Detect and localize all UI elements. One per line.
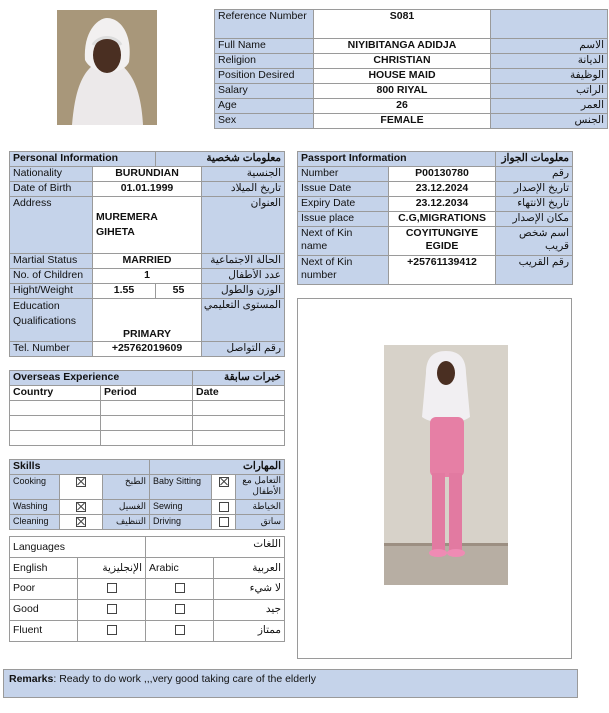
checked-box-icon xyxy=(76,502,86,512)
marital-ar: الحالة الاجتماعية xyxy=(202,254,285,269)
unchecked-box-icon xyxy=(219,502,229,512)
level-poor-ar: لا شيء xyxy=(214,579,285,600)
issue-date-ar: تاريخ الإصدار xyxy=(496,182,573,197)
expiry-value: 23.12.2034 xyxy=(389,197,496,212)
sex-value: FEMALE xyxy=(314,114,491,129)
table-cell xyxy=(193,431,285,446)
col-country: Country xyxy=(10,386,101,401)
kin-label2: name xyxy=(301,240,328,252)
arabic-poor-check[interactable] xyxy=(146,579,214,600)
col-period: Period xyxy=(101,386,193,401)
arabic-good-check[interactable] xyxy=(146,600,214,621)
unchecked-box-icon xyxy=(107,625,117,635)
full-body-photo xyxy=(384,345,508,585)
position-label: Position Desired xyxy=(215,69,314,84)
english-good-check[interactable] xyxy=(78,600,146,621)
sex-ar: الجنس xyxy=(491,114,608,129)
checked-box-icon xyxy=(76,477,86,487)
kin-value xyxy=(389,227,496,256)
skill-driving-check[interactable] xyxy=(212,515,236,530)
overseas-table xyxy=(9,370,285,446)
kin-number-label xyxy=(298,256,389,285)
marital-label: Martial Status xyxy=(10,254,93,269)
age-ar: العمر xyxy=(491,99,608,114)
fullname-ar: الاسم xyxy=(491,39,608,54)
header-table xyxy=(214,9,608,129)
passport-number-value: P00130780 xyxy=(389,167,496,182)
marital-value: MARRIED xyxy=(93,254,202,269)
fullname-label: Full Name xyxy=(215,39,314,54)
level-poor-label: Poor xyxy=(10,579,78,600)
position-value: HOUSE MAID xyxy=(314,69,491,84)
hw-ar: الوزن والطول xyxy=(202,284,285,299)
education-value: PRIMARY xyxy=(93,299,202,342)
remarks-text: : Ready to do work ,,,very good taking care of the elderly xyxy=(53,673,317,685)
position-ar: الوظيفة xyxy=(491,69,608,84)
religion-ar: الديانة xyxy=(491,54,608,69)
personal-title-ar: معلومات شخصية xyxy=(156,152,285,167)
skill-washing-check[interactable] xyxy=(60,500,103,515)
skill-cooking-check[interactable] xyxy=(60,475,103,500)
col-date: Date xyxy=(193,386,285,401)
children-value: 1 xyxy=(93,269,202,284)
height-value: 1.55 xyxy=(93,284,156,299)
religion-label: Religion xyxy=(215,54,314,69)
skills-table xyxy=(9,459,285,530)
passport-title: Passport Information xyxy=(298,152,496,167)
unchecked-box-icon xyxy=(107,604,117,614)
english-ar: الإنجليزية xyxy=(78,558,146,579)
issue-date-value: 23.12.2024 xyxy=(389,182,496,197)
languages-title-ar: اللغات xyxy=(146,537,285,558)
issue-place-ar: مكان الإصدار xyxy=(496,212,573,227)
age-value: 26 xyxy=(314,99,491,114)
salary-ar: الراتب xyxy=(491,84,608,99)
level-good-ar: جيد xyxy=(214,600,285,621)
tel-ar: رقم التواصل xyxy=(202,342,285,357)
unchecked-box-icon xyxy=(219,517,229,527)
dob-value: 01.01.1999 xyxy=(93,182,202,197)
languages-table xyxy=(9,536,285,642)
address-line2: GIHETA xyxy=(96,226,135,238)
address-ar: العنوان xyxy=(202,197,285,254)
skill-driving-ar: ساتق xyxy=(236,515,285,530)
checked-box-icon xyxy=(76,517,86,527)
personal-title: Personal Information xyxy=(10,152,156,167)
kin-ar xyxy=(496,227,573,256)
education-label1: Education xyxy=(13,300,60,312)
tel-label: Tel. Number xyxy=(10,342,93,357)
tel-value: +25762019609 xyxy=(93,342,202,357)
skill-cooking-label: Cooking xyxy=(10,475,60,500)
address-value xyxy=(93,197,202,254)
table-cell xyxy=(10,431,101,446)
skills-title: Skills xyxy=(10,460,150,475)
arabic-fluent-check[interactable] xyxy=(146,621,214,642)
skill-driving-label: Driving xyxy=(150,515,212,530)
kin-value1: COYITUNGIYE xyxy=(405,227,479,239)
english-fluent-check[interactable] xyxy=(78,621,146,642)
overseas-title: Overseas Experience xyxy=(10,371,193,386)
dob-label: Date of Birth xyxy=(10,182,93,197)
arabic-ar: العربية xyxy=(214,558,285,579)
passport-title-ar: معلومات الجواز xyxy=(496,152,573,167)
table-cell xyxy=(101,416,193,431)
address-label: Address xyxy=(10,197,93,254)
checked-box-icon xyxy=(219,477,229,487)
kin-label xyxy=(298,227,389,256)
kin-number-ar: رقم القريب xyxy=(496,256,573,285)
ref-label: Reference Number xyxy=(215,10,314,39)
kin-number-label1: Next of Kin xyxy=(301,256,353,268)
personal-info-table xyxy=(9,151,285,357)
skill-sewing-label: Sewing xyxy=(150,500,212,515)
kin-ar2: قريب xyxy=(544,240,570,252)
fullname-value: NIYIBITANGA ADIDJA xyxy=(314,39,491,54)
remarks-label: Remarks xyxy=(9,673,54,685)
issue-place-value: C.G,MIGRATIONS xyxy=(389,212,496,227)
remarks-box xyxy=(3,669,578,698)
education-ar: المستوى التعليمي xyxy=(202,299,285,342)
table-cell xyxy=(101,401,193,416)
address-line1: MUREMERA xyxy=(96,211,158,223)
table-cell xyxy=(193,416,285,431)
skill-cleaning-ar: التنظيف xyxy=(103,515,150,530)
nationality-value: BURUNDIAN xyxy=(93,167,202,182)
table-cell xyxy=(10,401,101,416)
passport-number-ar: رقم xyxy=(496,167,573,182)
skill-cooking-ar: الطبخ xyxy=(103,475,150,500)
skill-babysitting-label: Baby Sitting xyxy=(150,475,212,500)
english-poor-check[interactable] xyxy=(78,579,146,600)
table-cell xyxy=(101,431,193,446)
age-label: Age xyxy=(215,99,314,114)
table-cell xyxy=(193,401,285,416)
arabic-label: Arabic xyxy=(146,558,214,579)
kin-label1: Next of Kin xyxy=(301,227,353,239)
table-cell xyxy=(10,416,101,431)
kin-number-label2: number xyxy=(301,269,337,281)
children-ar: عدد الأطفال xyxy=(202,269,285,284)
sex-label: Sex xyxy=(215,114,314,129)
issue-place-label: Issue place xyxy=(298,212,389,227)
passport-number-label: Number xyxy=(298,167,389,182)
skill-sewing-check[interactable] xyxy=(212,500,236,515)
skill-cleaning-label: Cleaning xyxy=(10,515,60,530)
hw-label: Hight/Weight xyxy=(10,284,93,299)
unchecked-box-icon xyxy=(175,625,185,635)
kin-number-value: +25761139412 xyxy=(389,256,496,285)
children-label: No. of Children xyxy=(10,269,93,284)
education-label2: Qualifications xyxy=(13,315,77,327)
dob-ar: تاريخ الميلاد xyxy=(202,182,285,197)
languages-title: Languages xyxy=(10,537,146,558)
english-label: English xyxy=(10,558,78,579)
level-fluent-ar: ممتاز xyxy=(214,621,285,642)
skill-sewing-ar: الخياطة xyxy=(236,500,285,515)
expiry-label: Expiry Date xyxy=(298,197,389,212)
unchecked-box-icon xyxy=(175,583,185,593)
salary-value: 800 RIYAL xyxy=(314,84,491,99)
skill-babysitting-ar1: التعامل مع xyxy=(242,475,282,485)
skill-babysitting-ar2: الأطفال xyxy=(252,486,282,496)
issue-date-label: Issue Date xyxy=(298,182,389,197)
weight-value: 55 xyxy=(156,284,202,299)
level-fluent-label: Fluent xyxy=(10,621,78,642)
nationality-ar: الجنسية xyxy=(202,167,285,182)
overseas-title-ar: خبرات سابقة xyxy=(193,371,285,386)
ref-value: S081 xyxy=(314,10,491,39)
salary-label: Salary xyxy=(215,84,314,99)
unchecked-box-icon xyxy=(175,604,185,614)
skill-washing-ar: الغسيل xyxy=(103,500,150,515)
expiry-ar: تاريخ الانتهاء xyxy=(496,197,573,212)
full-body-photo-frame xyxy=(297,298,572,659)
education-label xyxy=(10,299,93,342)
portrait-photo xyxy=(57,10,157,125)
kin-ar1: اسم شخص xyxy=(518,227,570,239)
skill-babysitting-check[interactable] xyxy=(212,475,236,500)
ref-ar xyxy=(491,10,608,39)
unchecked-box-icon xyxy=(107,583,117,593)
level-good-label: Good xyxy=(10,600,78,621)
skills-title-ar: المهارات xyxy=(150,460,285,475)
skill-babysitting-ar xyxy=(236,475,285,500)
kin-value2: EGIDE xyxy=(425,240,459,252)
passport-info-table xyxy=(297,151,573,285)
religion-value: CHRISTIAN xyxy=(314,54,491,69)
skill-cleaning-check[interactable] xyxy=(60,515,103,530)
nationality-label: Nationality xyxy=(10,167,93,182)
skill-washing-label: Washing xyxy=(10,500,60,515)
